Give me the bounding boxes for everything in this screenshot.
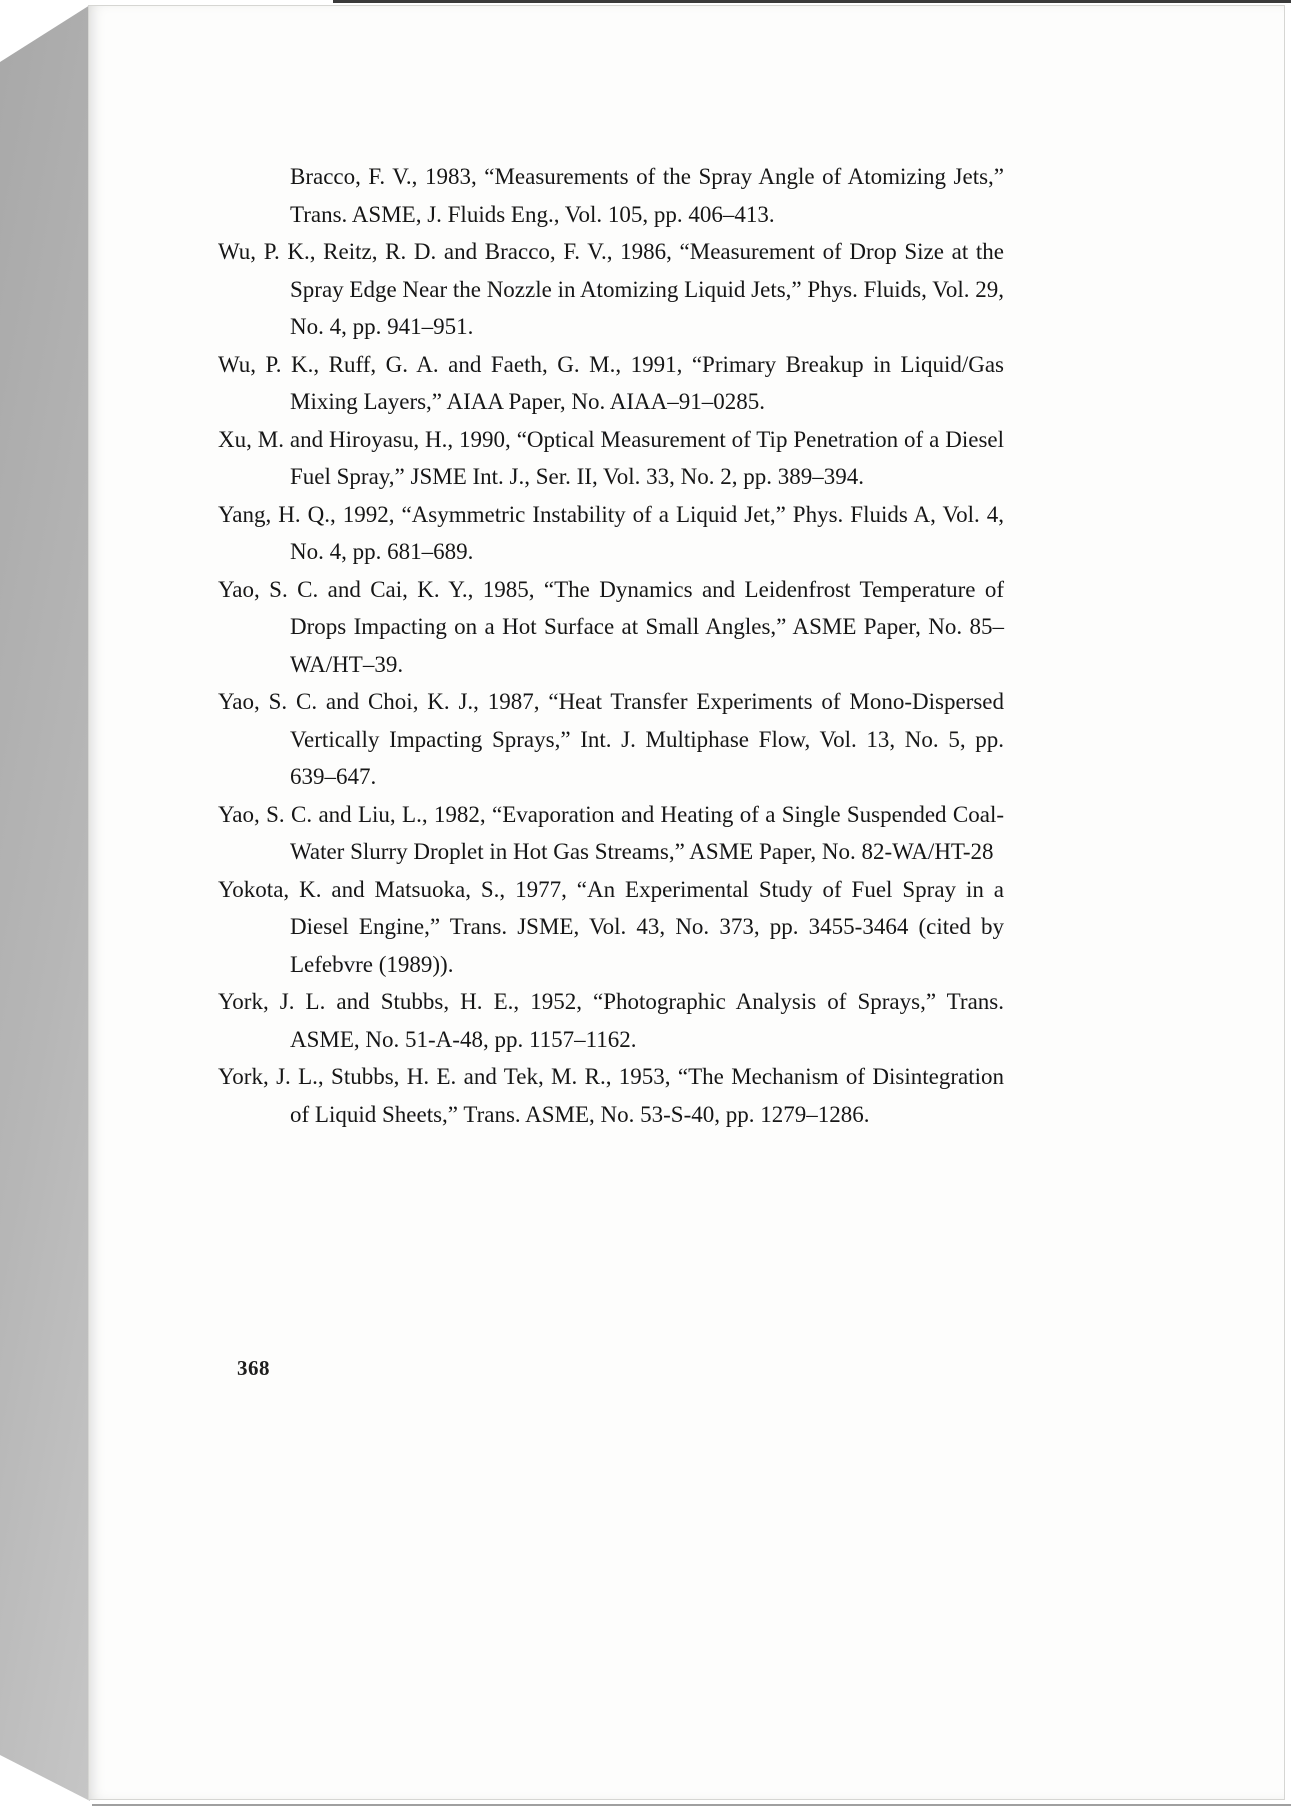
reference-entry: York, J. L., Stubbs, H. E. and Tek, M. R., 1953, “The Mechanism of Disintegration of Liquid Sheets,” Trans. ASME, No. 53-S-40, pp. 1279–1286. — [218, 1064, 1004, 1127]
reference-entry: Yao, S. C. and Cai, K. Y., 1985, “The Dynamics and Leidenfrost Temperature of Drops Impacting on a Hot Surface at Small Angles,” ASME Paper, No. 85–WA/HT–39. — [218, 576, 1004, 677]
reference-entry: Xu, M. and Hiroyasu, H., 1990, “Optical Measurement of Tip Penetration of a Diesel Fuel Spray,” JSME Int. J., Ser. II, Vol. 33, No. 2, pp. 389–394. — [218, 426, 1004, 489]
reference-entry: Yao, S. C. and Choi, K. J., 1987, “Heat Transfer Experiments of Mono-Dispersed Vertically Impacting Sprays,” Int. J. Multiphase Flow, Vol. 13, No. 5, pp. 639–647. — [218, 689, 1004, 789]
scan-edge-top — [333, 0, 1291, 3]
book-edge — [0, 0, 90, 1806]
reference-entry: Wu, P. K., Ruff, G. A. and Faeth, G. M., 1991, “Primary Breakup in Liquid/Gas Mixing Layers,” AIAA Paper, No. AIAA–91–0285. — [218, 351, 1004, 414]
reference-entry: Yang, H. Q., 1992, “Asymmetric Instability of a Liquid Jet,” Phys. Fluids A, Vol. 4, No. 4, pp. 681–689. — [218, 501, 1004, 564]
references-list — [218, 158, 1004, 1133]
reference-entry: Bracco, F. V., 1983, “Measurements of the Spray Angle of Atomizing Jets,” Trans. ASME, J. Fluids Eng., Vol. 105, pp. 406–413. — [290, 164, 1004, 227]
page-number: 368 — [237, 1356, 270, 1380]
reference-entry: Yokota, K. and Matsuoka, S., 1977, “An Experimental Study of Fuel Spray in a Diesel Engine,” Trans. JSME, Vol. 43, No. 373, pp. 3455-3464 (cited by Lefebvre (1989)). — [218, 876, 1004, 977]
reference-entry: Wu, P. K., Reitz, R. D. and Bracco, F. V., 1986, “Measurement of Drop Size at the Spray Edge Near the Nozzle in Atomizing Liquid Jets,” Phys. Fluids, Vol. 29, No. 4, pp. 941–951. — [218, 239, 1004, 339]
reference-entry: Yao, S. C. and Liu, L., 1982, “Evaporation and Heating of a Single Suspended Coal-Water Slurry Droplet in Hot Gas Streams,” ASME Paper, No. 82-WA/HT-28 — [218, 801, 1004, 864]
reference-entry: York, J. L. and Stubbs, H. E., 1952, “Photographic Analysis of Sprays,” Trans. ASME, No. 51-A-48, pp. 1157–1162. — [218, 989, 1004, 1052]
